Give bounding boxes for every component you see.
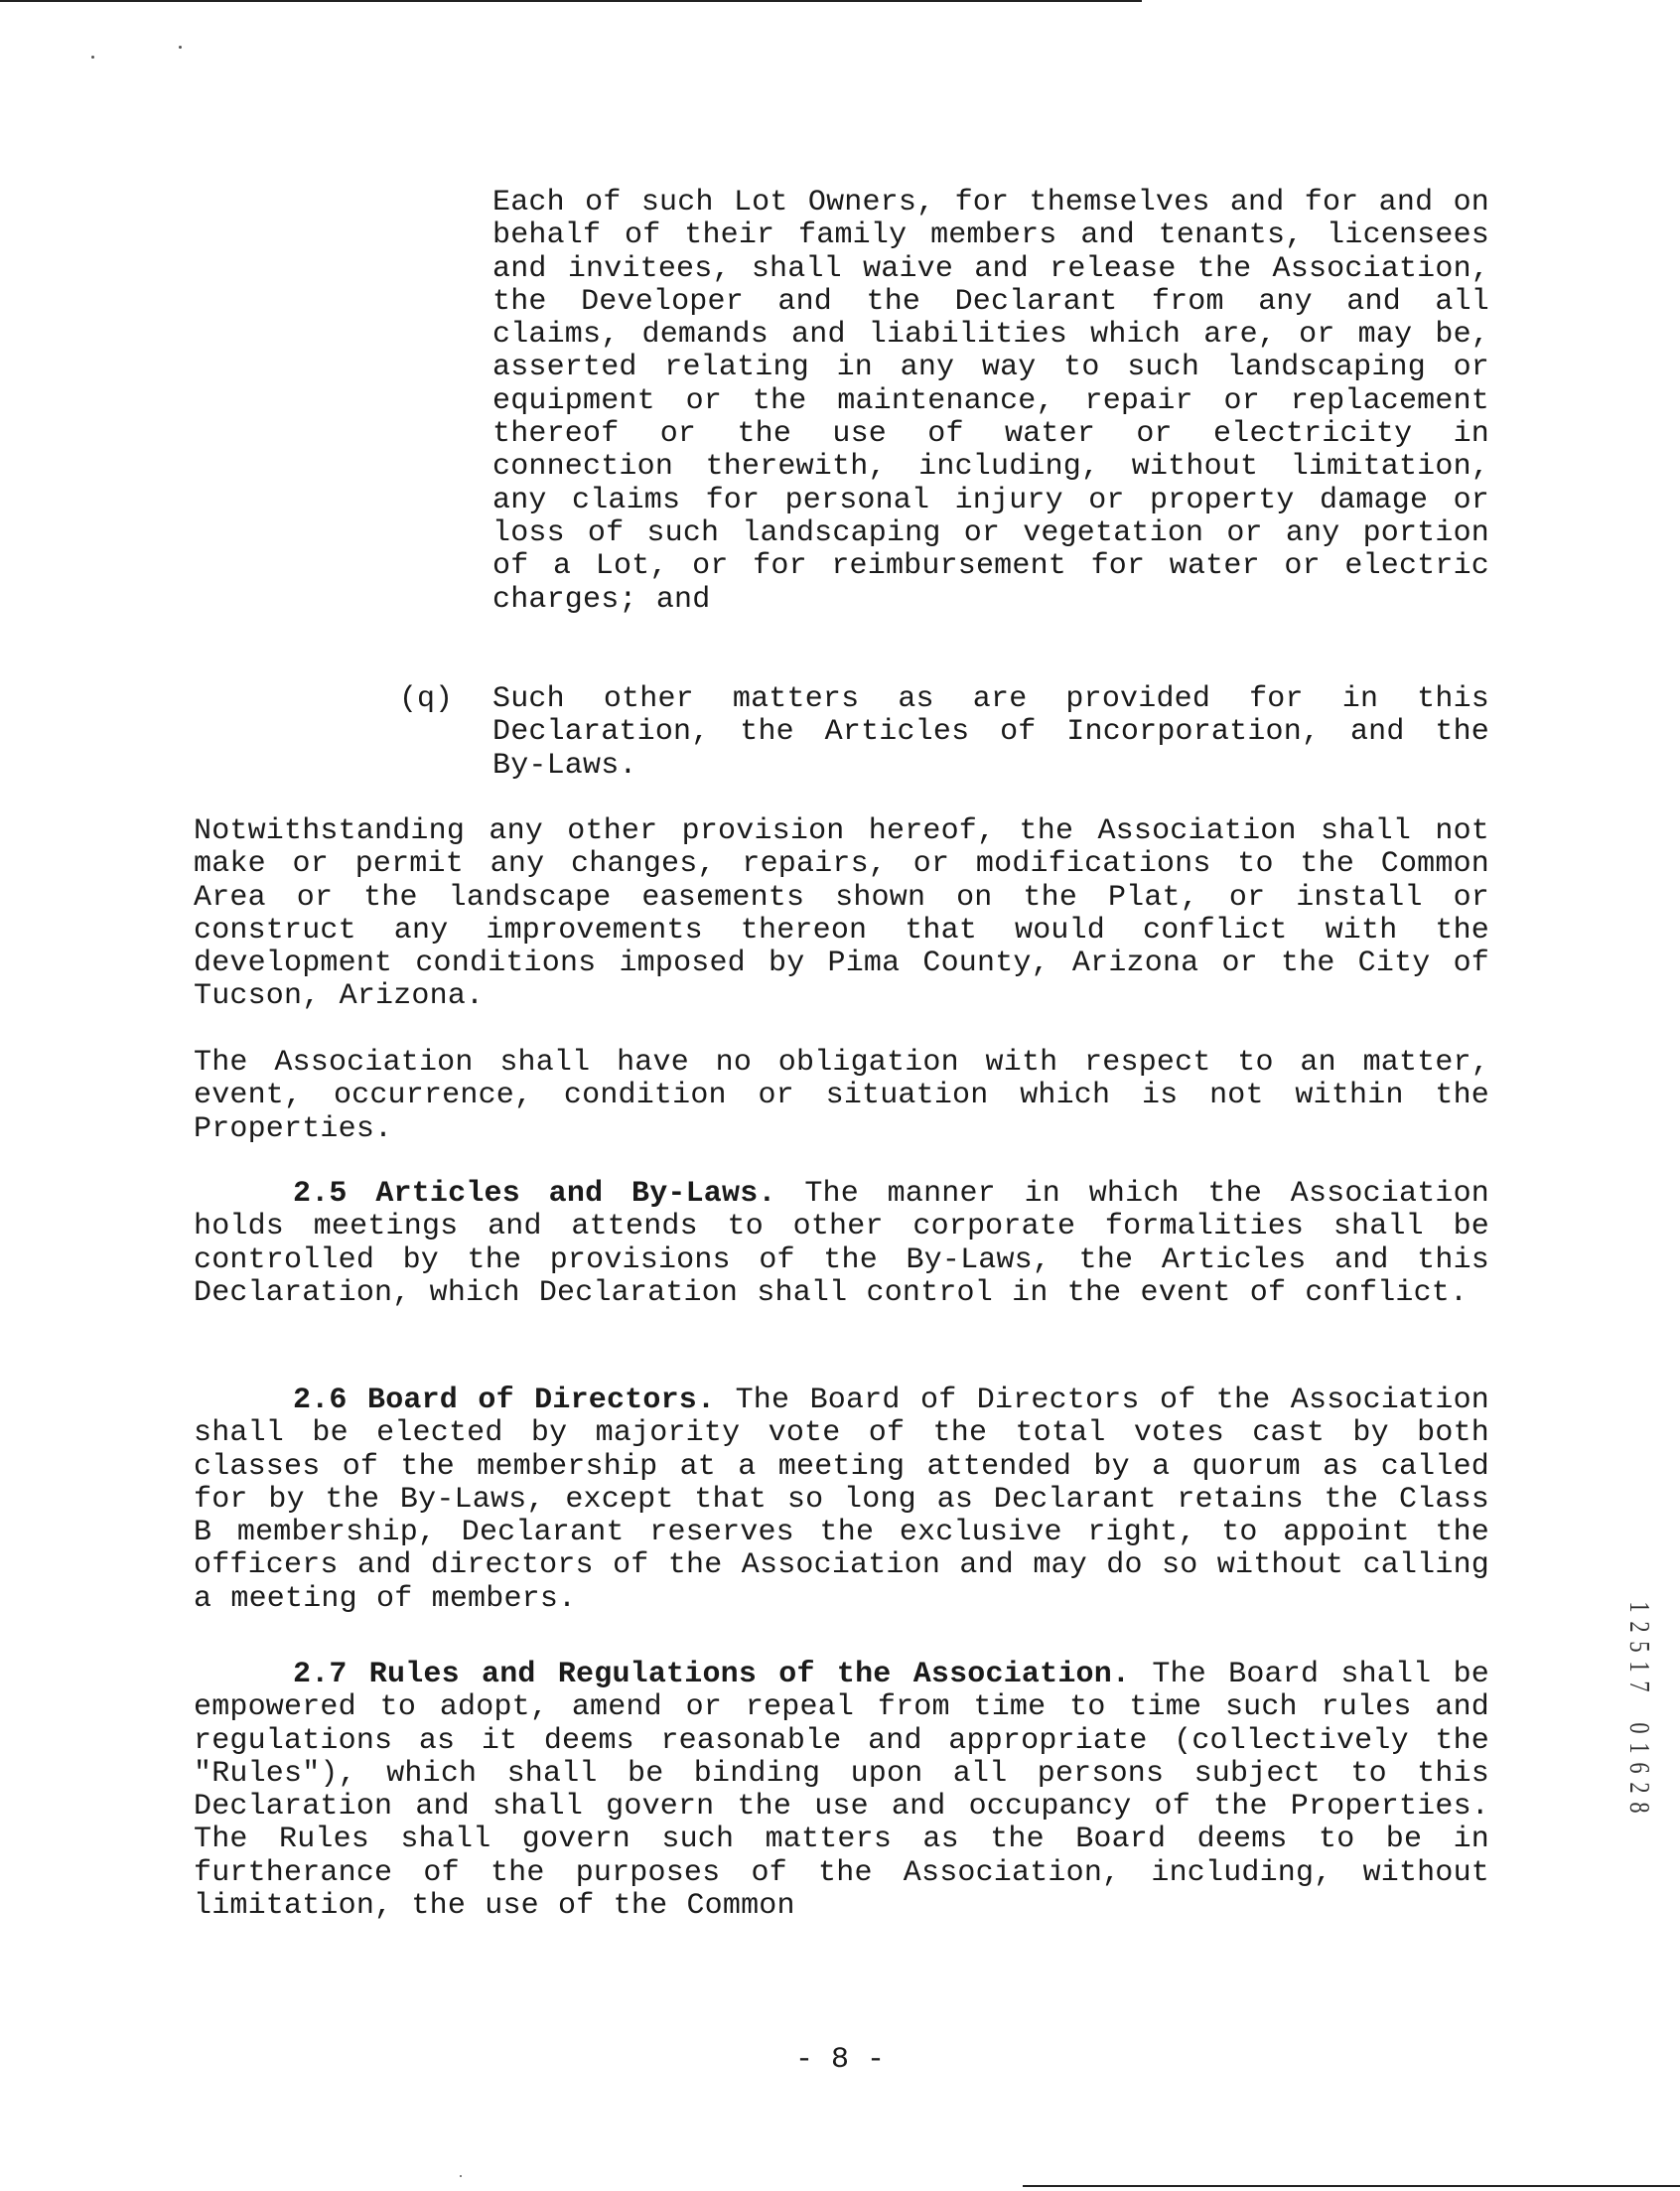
section-2-5-body: The manner in which the Association holds meetings and attends to other corporate formalities shall be controlled by the provisions of the By-Laws, the Articles and this Declaration, which Declaration shall control in the event of conflict. — [194, 1177, 1490, 1310]
recording-stamp-digit: 1 — [1623, 1742, 1654, 1754]
scan-speck — [460, 2175, 462, 2177]
notwithstanding-paragraph: Notwithstanding any other provision hereof, the Association shall not make or permit any changes, repairs, or modifications to the Common Area or the landscape easements shown on the Plat, or install or construct any improvements thereon that would conflict with the development conditions imposed by Pima County, Arizona or the City of Tucson, Arizona. — [194, 814, 1489, 1014]
list-item-marker-q: (q) — [399, 682, 454, 716]
recording-stamp-digit: 7 — [1623, 1680, 1654, 1692]
section-2-7-body: The Board shall be empowered to adopt, amend or repeal from time to time such rules and regulations as it deems reasonable and appropriate (collectively the "Rules"), which shall be binding upon all persons subject to this Declaration and shall govern the use and occupancy of the Properties. The Rules shall govern such matters as the Board deems to be in furtherance of the purposes of the Association, including, without limitation, the use of the Common — [194, 1658, 1489, 1924]
section-2-6-body: The Board of Directors of the Association shall be elected by majority vote of the total votes cast by both classes of the membership at a meeting attended by a quorum as called for by the By-Laws, except that so long as Declarant retains the Class B membership, Declarant reserves the exclusive right, to appoint the officers and directors of the Association and may do so without calling a meeting of members. — [194, 1384, 1490, 1616]
section-2-6 — [194, 1385, 1489, 1616]
top-scan-edge-line — [0, 0, 1142, 2]
recording-stamp-digit: 2 — [1623, 1621, 1654, 1633]
recording-stamp-page — [1624, 1718, 1652, 1818]
recording-stamp-digit: 1 — [1623, 1661, 1654, 1673]
scan-speck — [179, 46, 182, 49]
waiver-paragraph: Each of such Lot Owners, for themselves and for and on behalf of their family members and tenants, licensees and invitees, shall waive and release the Association, the Developer and the Declarant from any and all claims, demands and liabilities which are, or may be, asserted relating in any way to such landscaping or equipment or the maintenance, repair or replacement thereof or the use of water or electricity in connection therewith, including, without limitation, any claims for personal injury or property damage or loss of such landscaping or vegetation or any portion of a Lot, or for reimbursement for water or electric charges; and — [492, 186, 1489, 617]
page-number: - 8 - — [794, 2043, 885, 2077]
section-2-7-heading: 2.7 Rules and Regulations of the Association. — [293, 1658, 1131, 1691]
recording-stamp-book — [1624, 1597, 1652, 1696]
section-2-6-heading: 2.6 Board of Directors. — [293, 1384, 716, 1417]
recording-stamp-digit: 0 — [1623, 1722, 1654, 1734]
bottom-scan-edge-line — [1023, 2185, 1680, 2187]
no-obligation-paragraph: The Association shall have no obligation with respect to an matter, event, occurrence, condition or situation which is not within the Properties. — [194, 1046, 1489, 1146]
recording-stamp-digit: 5 — [1623, 1641, 1654, 1653]
section-2-5-heading: 2.5 Articles and By-Laws. — [293, 1177, 776, 1211]
scan-speck — [91, 56, 94, 59]
recording-stamp-digit: 1 — [1623, 1601, 1654, 1613]
list-item-q-text: Such other matters as are provided for in this Declaration, the Articles of Incorporation, and the By-Laws. — [492, 682, 1489, 783]
section-2-5 — [194, 1178, 1489, 1310]
section-2-7 — [194, 1659, 1489, 1923]
recording-stamp — [1624, 1597, 1652, 1818]
recording-stamp-digit: 2 — [1623, 1782, 1654, 1794]
recording-stamp-digit: 6 — [1623, 1762, 1654, 1774]
recording-stamp-digit: 8 — [1623, 1802, 1654, 1814]
